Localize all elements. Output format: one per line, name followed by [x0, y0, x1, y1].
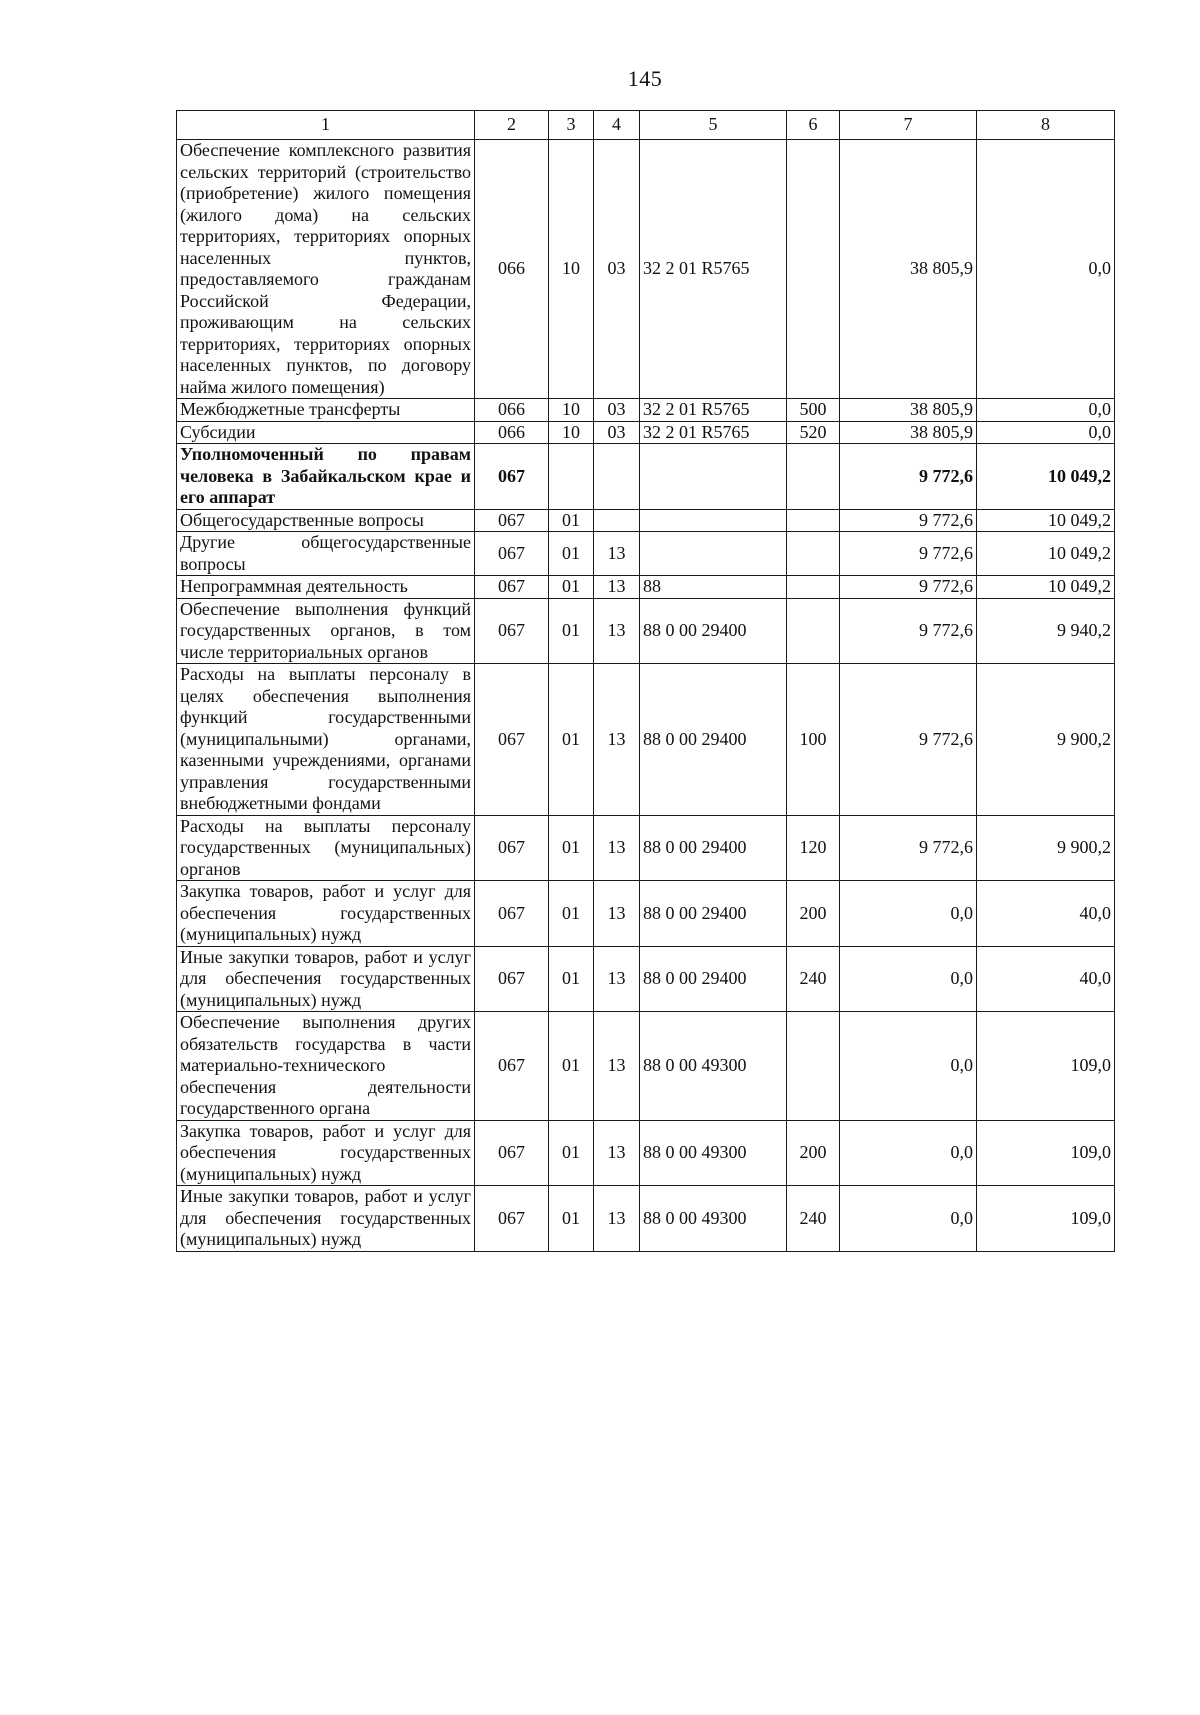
row-target-article: 32 2 01 R5765 [640, 399, 787, 422]
row-subsection-code: 03 [594, 140, 640, 399]
row-amount-year-2: 0,0 [977, 140, 1115, 399]
row-ministry-code: 067 [475, 1012, 549, 1121]
row-target-article [640, 532, 787, 576]
row-amount-year-1: 0,0 [840, 1186, 977, 1252]
row-name: Иные закупки товаров, работ и услуг для обеспечения государственных (муниципальных) нужд [177, 1186, 475, 1252]
row-ministry-code: 067 [475, 946, 549, 1012]
row-expense-type [787, 598, 840, 664]
row-amount-year-2: 9 900,2 [977, 815, 1115, 881]
row-section-code: 01 [549, 664, 594, 816]
row-section-code: 01 [549, 576, 594, 599]
row-name: Расходы на выплаты персоналу государственных (муниципальных) органов [177, 815, 475, 881]
table-row [177, 881, 1115, 947]
row-amount-year-2: 9 940,2 [977, 598, 1115, 664]
row-subsection-code: 13 [594, 815, 640, 881]
row-section-code: 10 [549, 140, 594, 399]
row-expense-type: 100 [787, 664, 840, 816]
row-amount-year-2: 109,0 [977, 1120, 1115, 1186]
row-name: Обеспечение выполнения функций государственных органов, в том числе территориальных органов [177, 598, 475, 664]
row-target-article [640, 444, 787, 510]
row-section-code: 01 [549, 509, 594, 532]
row-section-code: 01 [549, 1012, 594, 1121]
row-amount-year-2: 9 900,2 [977, 664, 1115, 816]
row-ministry-code: 067 [475, 532, 549, 576]
header-col-3: 3 [549, 111, 594, 140]
header-row [177, 111, 1115, 140]
row-subsection-code: 13 [594, 946, 640, 1012]
row-amount-year-2: 10 049,2 [977, 444, 1115, 510]
table-row [177, 664, 1115, 816]
table-row [177, 1186, 1115, 1252]
row-amount-year-2: 10 049,2 [977, 576, 1115, 599]
row-amount-year-1: 9 772,6 [840, 815, 977, 881]
row-amount-year-1: 9 772,6 [840, 576, 977, 599]
row-section-code: 01 [549, 598, 594, 664]
row-target-article: 88 [640, 576, 787, 599]
row-amount-year-2: 40,0 [977, 946, 1115, 1012]
header-col-2: 2 [475, 111, 549, 140]
row-target-article: 88 0 00 49300 [640, 1186, 787, 1252]
row-subsection-code: 13 [594, 1120, 640, 1186]
row-expense-type [787, 444, 840, 510]
row-expense-type: 240 [787, 1186, 840, 1252]
table-row [177, 946, 1115, 1012]
row-name: Обеспечение выполнения других обязательств государства в части материально-технического обеспечения деятельности государственного органа [177, 1012, 475, 1121]
row-amount-year-1: 9 772,6 [840, 598, 977, 664]
table-row [177, 509, 1115, 532]
table-row [177, 576, 1115, 599]
row-subsection-code: 13 [594, 1186, 640, 1252]
table-row [177, 444, 1115, 510]
row-name: Межбюджетные трансферты [177, 399, 475, 422]
row-subsection-code: 13 [594, 598, 640, 664]
row-expense-type [787, 576, 840, 599]
row-target-article: 88 0 00 49300 [640, 1120, 787, 1186]
row-amount-year-1: 9 772,6 [840, 664, 977, 816]
row-expense-type: 200 [787, 881, 840, 947]
row-section-code: 01 [549, 881, 594, 947]
row-ministry-code: 066 [475, 399, 549, 422]
row-expense-type: 520 [787, 421, 840, 444]
row-amount-year-1: 9 772,6 [840, 444, 977, 510]
row-ministry-code: 066 [475, 140, 549, 399]
row-expense-type [787, 532, 840, 576]
row-target-article: 88 0 00 29400 [640, 946, 787, 1012]
row-ministry-code: 067 [475, 815, 549, 881]
row-target-article: 88 0 00 29400 [640, 881, 787, 947]
header-col-1: 1 [177, 111, 475, 140]
row-subsection-code [594, 444, 640, 510]
row-amount-year-1: 38 805,9 [840, 399, 977, 422]
row-section-code: 10 [549, 399, 594, 422]
row-expense-type [787, 140, 840, 399]
row-ministry-code: 067 [475, 576, 549, 599]
table-row [177, 1120, 1115, 1186]
row-amount-year-2: 0,0 [977, 421, 1115, 444]
budget-table [176, 110, 1115, 1252]
table-row [177, 598, 1115, 664]
row-name: Закупка товаров, работ и услуг для обеспечения государственных (муниципальных) нужд [177, 1120, 475, 1186]
row-subsection-code: 13 [594, 532, 640, 576]
row-expense-type: 120 [787, 815, 840, 881]
row-ministry-code: 067 [475, 509, 549, 532]
table-header [177, 111, 1115, 140]
row-amount-year-1: 0,0 [840, 881, 977, 947]
row-amount-year-2: 10 049,2 [977, 532, 1115, 576]
row-section-code: 01 [549, 532, 594, 576]
page-number: 145 [627, 66, 663, 91]
row-target-article: 32 2 01 R5765 [640, 421, 787, 444]
row-amount-year-1: 0,0 [840, 1120, 977, 1186]
row-expense-type [787, 1012, 840, 1121]
row-amount-year-2: 40,0 [977, 881, 1115, 947]
row-subsection-code: 13 [594, 576, 640, 599]
table-row [177, 1012, 1115, 1121]
row-amount-year-1: 9 772,6 [840, 532, 977, 576]
row-amount-year-1: 0,0 [840, 1012, 977, 1121]
row-subsection-code: 03 [594, 399, 640, 422]
row-section-code: 01 [549, 1186, 594, 1252]
row-subsection-code [594, 509, 640, 532]
row-expense-type: 200 [787, 1120, 840, 1186]
row-target-article: 88 0 00 29400 [640, 598, 787, 664]
table-body [177, 140, 1115, 1252]
row-subsection-code: 03 [594, 421, 640, 444]
row-section-code [549, 444, 594, 510]
row-name: Закупка товаров, работ и услуг для обеспечения государственных (муниципальных) нужд [177, 881, 475, 947]
table-row [177, 140, 1115, 399]
row-name: Непрограммная деятельность [177, 576, 475, 599]
row-ministry-code: 066 [475, 421, 549, 444]
row-target-article: 88 0 00 49300 [640, 1012, 787, 1121]
row-name: Иные закупки товаров, работ и услуг для обеспечения государственных (муниципальных) нужд [177, 946, 475, 1012]
table-row [177, 532, 1115, 576]
row-name: Уполномоченный по правам человека в Забайкальском крае и его аппарат [177, 444, 475, 510]
row-name: Общегосударственные вопросы [177, 509, 475, 532]
row-name: Субсидии [177, 421, 475, 444]
row-section-code: 10 [549, 421, 594, 444]
row-target-article [640, 509, 787, 532]
row-target-article: 88 0 00 29400 [640, 815, 787, 881]
row-section-code: 01 [549, 815, 594, 881]
header-col-6: 6 [787, 111, 840, 140]
row-ministry-code: 067 [475, 444, 549, 510]
row-target-article: 88 0 00 29400 [640, 664, 787, 816]
row-amount-year-1: 38 805,9 [840, 421, 977, 444]
row-amount-year-1: 9 772,6 [840, 509, 977, 532]
row-ministry-code: 067 [475, 881, 549, 947]
header-col-5: 5 [640, 111, 787, 140]
table-row [177, 815, 1115, 881]
row-target-article: 32 2 01 R5765 [640, 140, 787, 399]
row-ministry-code: 067 [475, 1186, 549, 1252]
row-name: Обеспечение комплексного развития сельских территорий (строительство (приобретение) жилого помещения (жилого дома) на сельских территориях, территориях опорных населенных пунктов, предоставляемого гражданам Российской Федерации, проживающим на сельских территориях, территориях опорных населенных пунктов, по договору найма жилого помещения) [177, 140, 475, 399]
row-amount-year-1: 38 805,9 [840, 140, 977, 399]
header-col-4: 4 [594, 111, 640, 140]
row-amount-year-2: 0,0 [977, 399, 1115, 422]
row-subsection-code: 13 [594, 664, 640, 816]
row-subsection-code: 13 [594, 881, 640, 947]
row-amount-year-1: 0,0 [840, 946, 977, 1012]
table-row [177, 399, 1115, 422]
header-col-8: 8 [977, 111, 1115, 140]
row-amount-year-2: 109,0 [977, 1186, 1115, 1252]
row-name: Расходы на выплаты персоналу в целях обеспечения выполнения функций государственными (муниципальными) органами, казенными учреждениями, органами управления государственными внебюджетными фондами [177, 664, 475, 816]
row-amount-year-2: 10 049,2 [977, 509, 1115, 532]
row-ministry-code: 067 [475, 598, 549, 664]
row-ministry-code: 067 [475, 1120, 549, 1186]
row-subsection-code: 13 [594, 1012, 640, 1121]
row-expense-type [787, 509, 840, 532]
table-row [177, 421, 1115, 444]
row-expense-type: 240 [787, 946, 840, 1012]
row-expense-type: 500 [787, 399, 840, 422]
row-ministry-code: 067 [475, 664, 549, 816]
header-col-7: 7 [840, 111, 977, 140]
row-name: Другие общегосударственные вопросы [177, 532, 475, 576]
row-amount-year-2: 109,0 [977, 1012, 1115, 1121]
row-section-code: 01 [549, 946, 594, 1012]
row-section-code: 01 [549, 1120, 594, 1186]
